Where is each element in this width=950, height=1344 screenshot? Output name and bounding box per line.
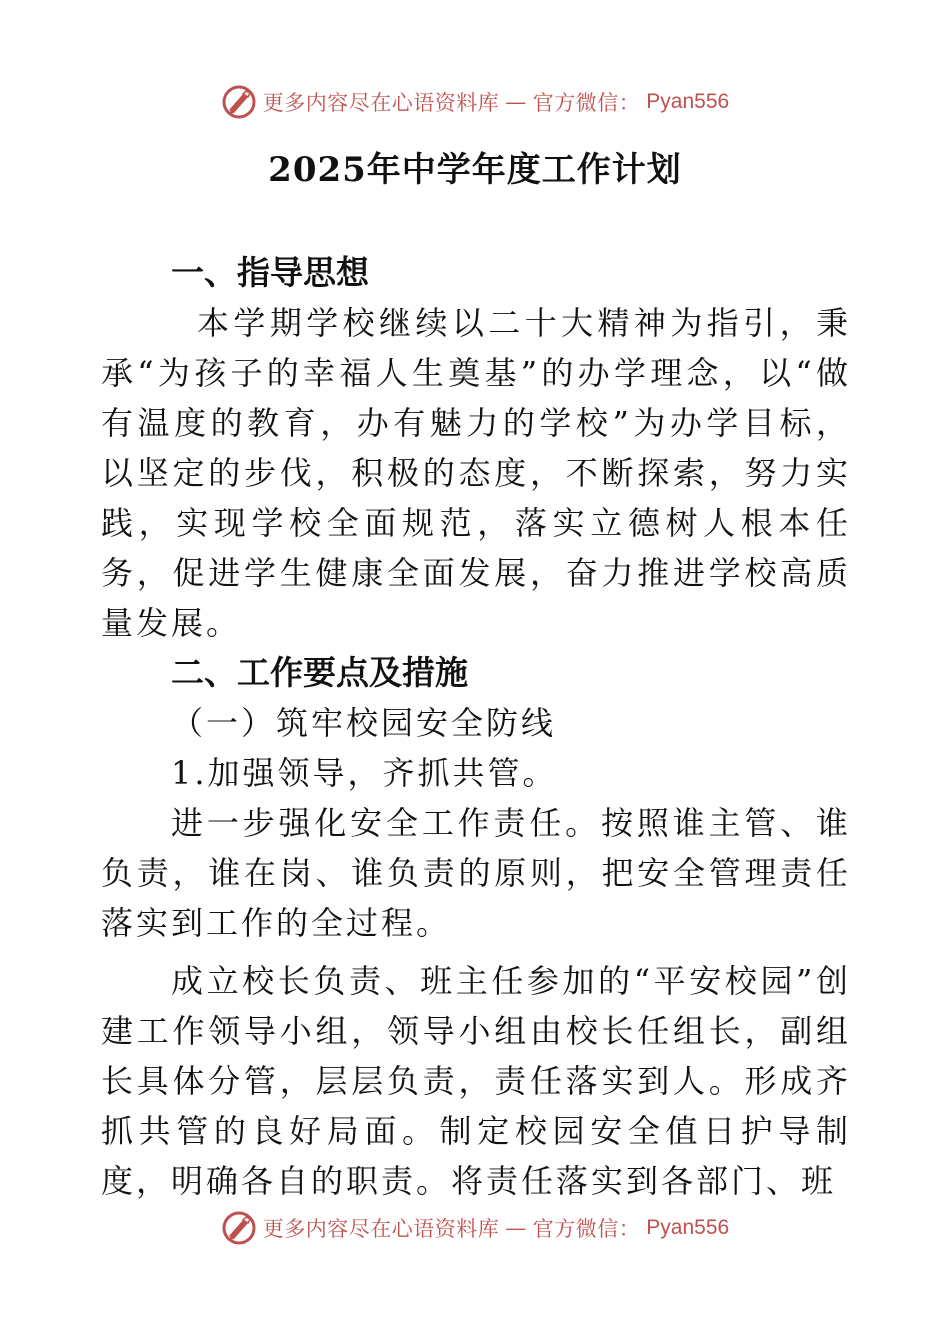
- paragraph-gap: [101, 948, 851, 956]
- watermark-label: 官方微信：: [532, 1217, 641, 1241]
- section-heading-work-points: 二、工作要点及措施: [171, 653, 468, 692]
- paragraph-leading-group: 成立校长负责、班主任参加的“平安校园”创建工作领导小组，领导小组由校长任组长，副组长具体分管，层层负责，责任落实到人。形成齐抓共管的良好局面。制定校园安全值日护导制度，明确各自的职责。将责任落实到各部门、班: [101, 962, 851, 1200]
- watermark-separator: —: [505, 1216, 527, 1240]
- item-heading-leadership: 1.加强领导，齐抓共管。: [171, 754, 558, 792]
- watermark-separator: —: [505, 90, 527, 114]
- watermark-text: 更多内容尽在心语资料库: [262, 91, 500, 115]
- document-title: 2025年中学年度工作计划: [268, 150, 682, 190]
- subsection-heading-campus-safety: （一）筑牢校园安全防线: [171, 704, 557, 742]
- pen-logo-icon: [221, 1210, 257, 1246]
- paragraph-safety-responsibility: 进一步强化安全工作责任。按照谁主管、谁负责，谁在岗、谁负责的原则，把安全管理责任落实到工作的全过程。: [101, 804, 851, 942]
- watermark-id: Pyan556: [646, 90, 730, 113]
- pen-logo-icon: [221, 84, 257, 120]
- watermark-label: 官方微信：: [532, 91, 641, 115]
- watermark-banner-top: [0, 80, 950, 124]
- watermark-text: 更多内容尽在心语资料库: [262, 1217, 500, 1241]
- watermark-banner-bottom: [0, 1206, 950, 1250]
- watermark-id: Pyan556: [646, 1216, 730, 1239]
- document-body: [101, 248, 851, 1206]
- section-heading-guiding-ideology: 一、指导思想: [171, 253, 369, 292]
- paragraph-guiding-ideology: 本学期学校继续以二十大精神为指引，秉承“为孩子的幸福人生奠基”的办学理念，以“做有温度的教育，办有魅力的学校”为办学目标，以坚定的步伐，积极的态度，不断探索，努力实践，实现学校全面规范，落实立德树人根本任务，促进学生健康全面发展，奋力推进学校高质量发展。: [101, 304, 851, 642]
